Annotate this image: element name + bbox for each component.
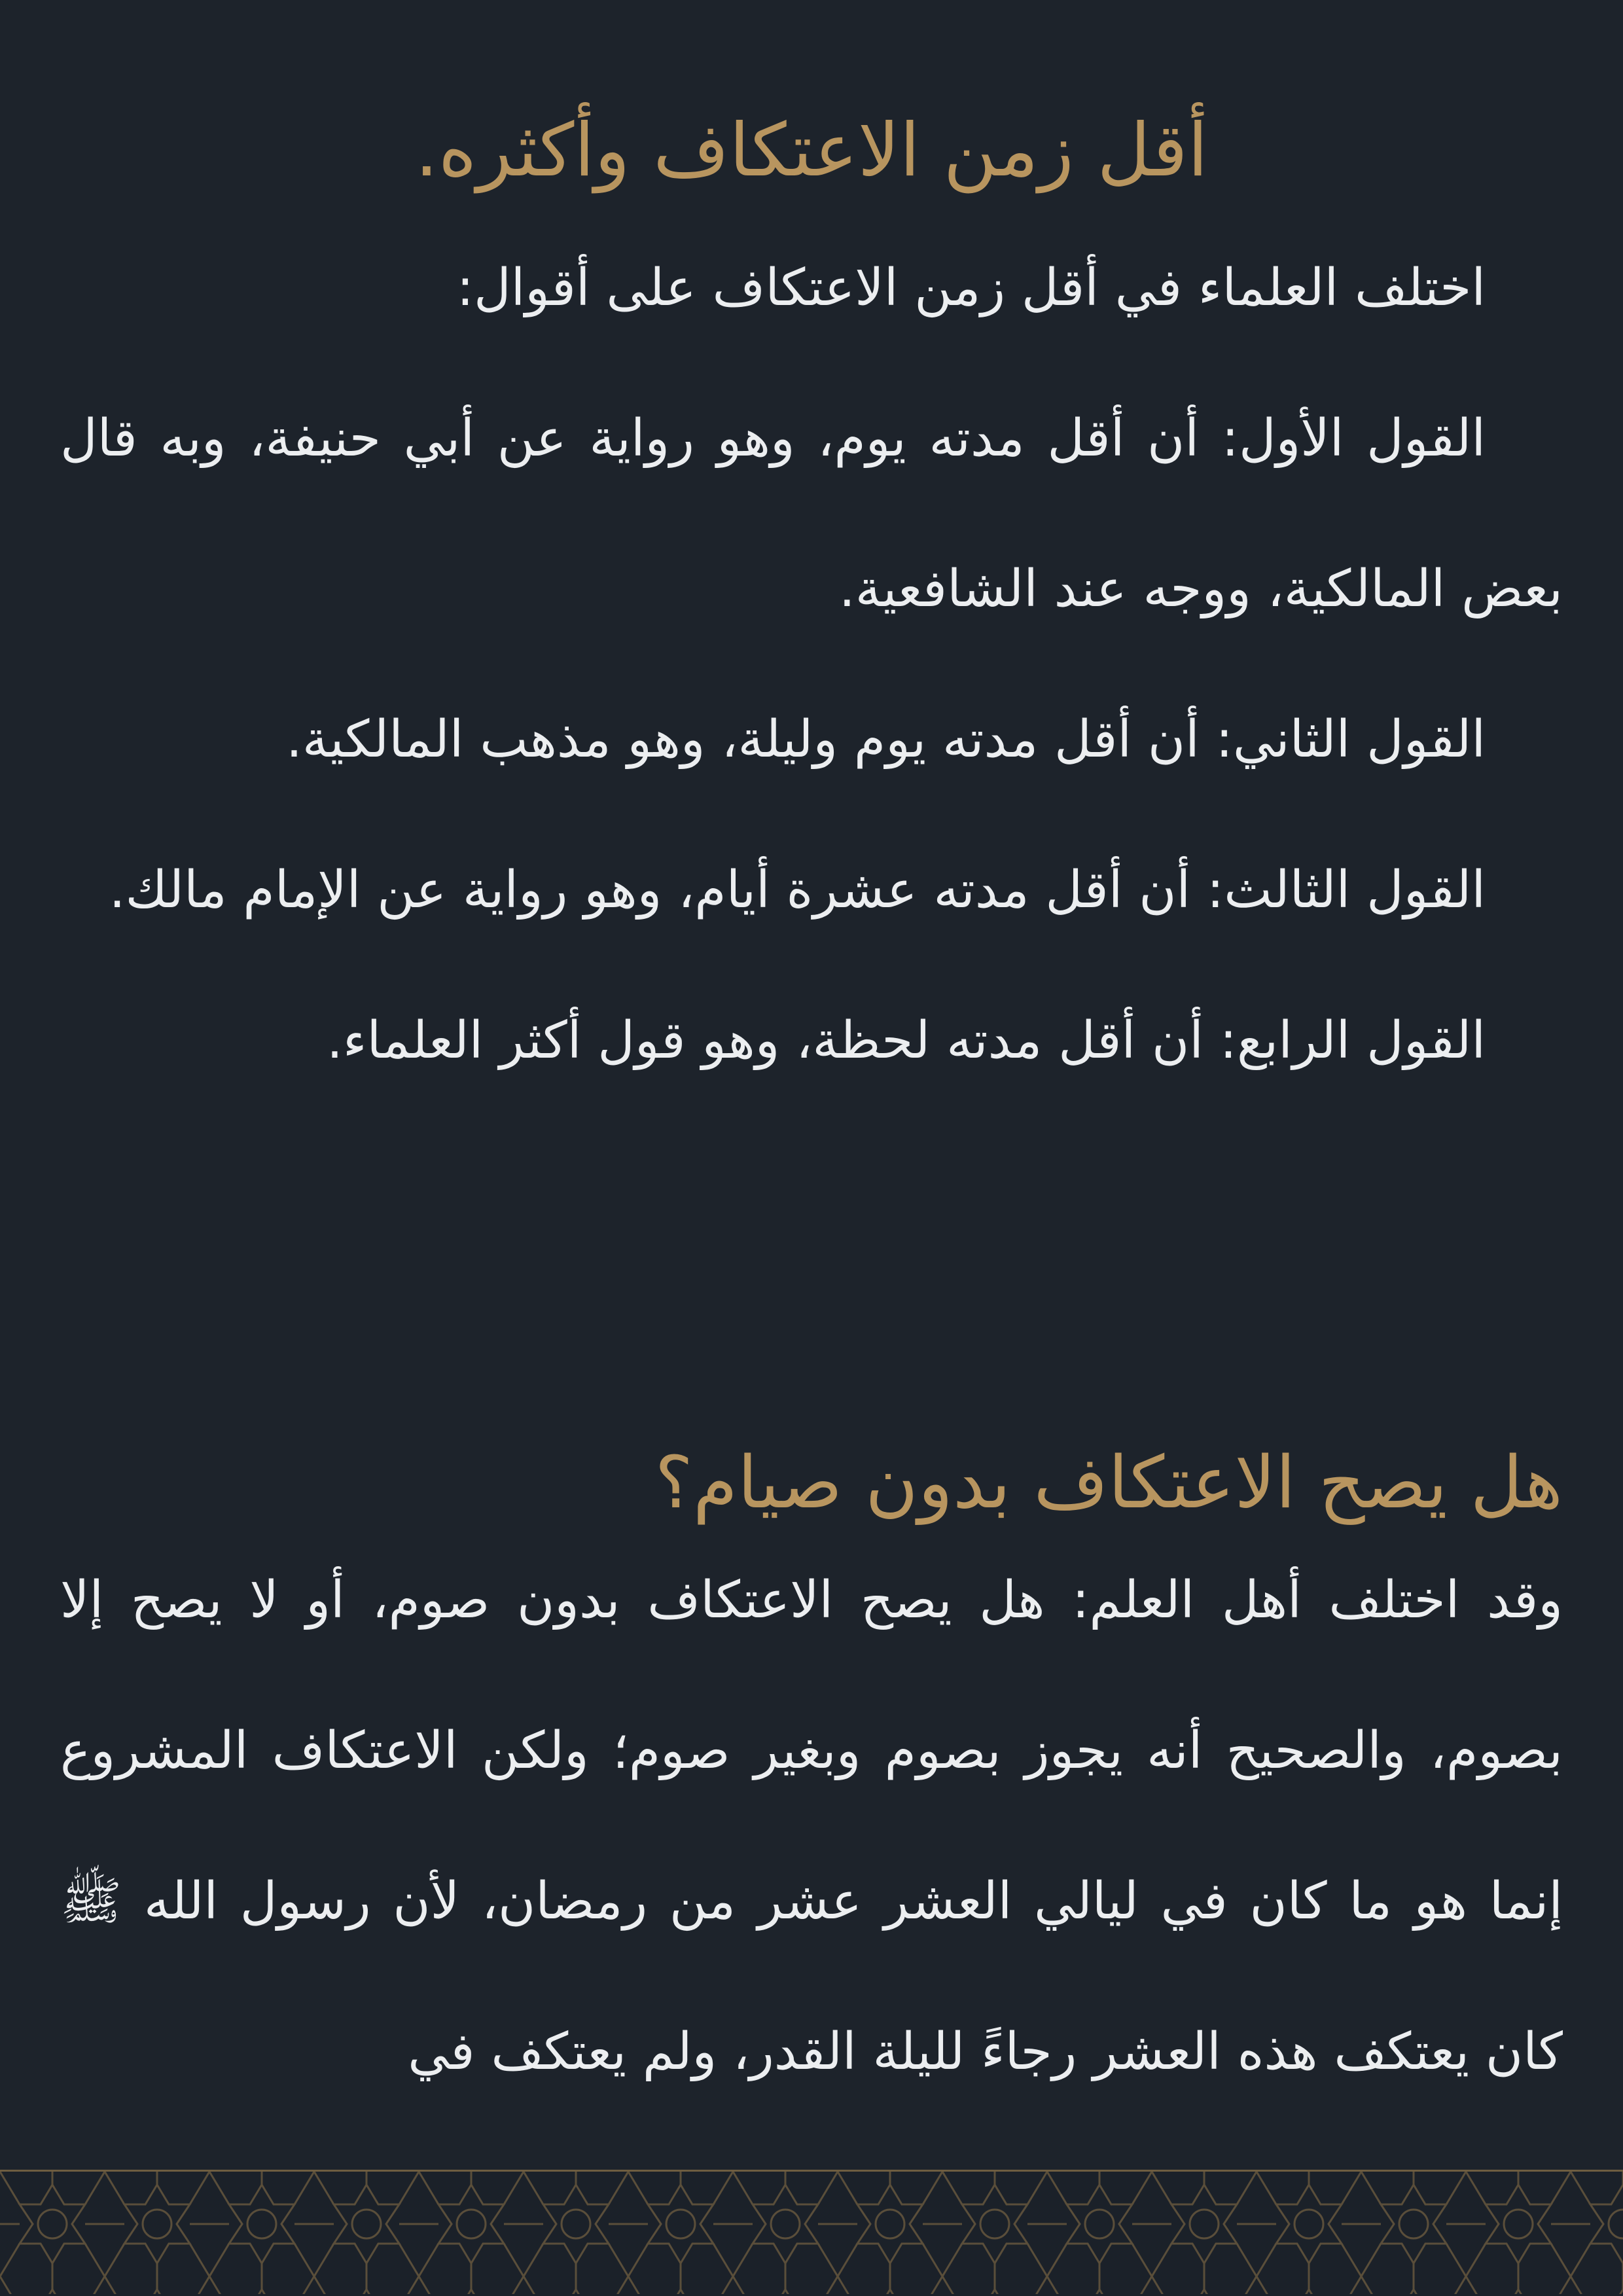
section-1-title: أقل زمن الاعتكاف وأكثره. (415, 108, 1208, 193)
paragraph-opinion-2: القول الثاني: أن أقل مدته يوم وليلة، وهو مذهب المالكية. (286, 710, 1486, 769)
section-2-title: هل يصح الاعتكاف بدون صيام؟ (654, 1441, 1563, 1524)
section-2-body (60, 1525, 1563, 2127)
footer-ornament-band (0, 2170, 1623, 2296)
paragraph-fasting: وقد اختلف أهل العلم: هل يصح الاعتكاف بدون صوم، أو لا يصح إلا بصوم، والصحيح أنه يجوز بصوم وبغير صوم؛ ولكن الاعتكاف المشروع إنما هو ما كان في ليالي العشر عشر من رمضان، لأن رسول الله ﷺ كان يعتكف هذه العشر رجاءً لليلة القدر، ولم يعتكف في (60, 1571, 1563, 2081)
paragraph-opinion-1: القول الأول: أن أقل مدته يوم، وهو رواية عن أبي حنيفة، وبه قال بعض المالكية، ووجه عند الشافعية. (60, 409, 1563, 619)
section-1-body (60, 213, 1563, 1116)
paragraph-intro: اختلف العلماء في أقل زمن الاعتكاف على أقوال: (456, 259, 1486, 317)
geometric-pattern-ornament (0, 2172, 1623, 2294)
paragraph-opinion-4: القول الرابع: أن أقل مدته لحظة، وهو قول أكثر العلماء. (327, 1011, 1486, 1070)
paragraph-opinion-3: القول الثالث: أن أقل مدته عشرة أيام، وهو رواية عن الإمام مالك. (109, 861, 1486, 920)
